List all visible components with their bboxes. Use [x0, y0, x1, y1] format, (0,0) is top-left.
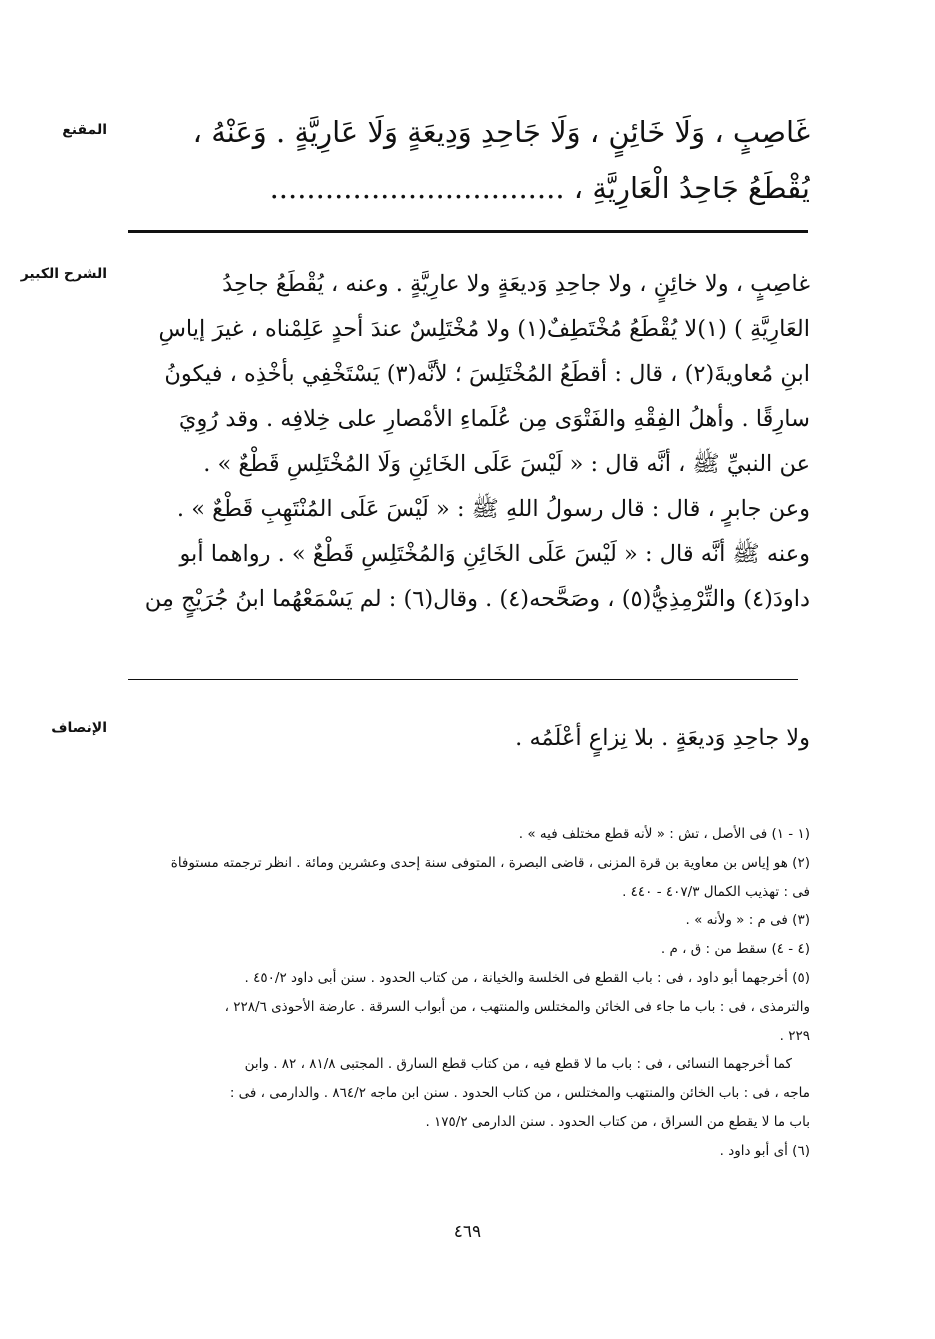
- footnote-line: (٤ - ٤) سقط من : ق ، م .: [660, 941, 810, 958]
- sharh-line: ابنِ مُعاويةَ(٢) ، قال : أقطَعُ المُخْتَلِسَ ؛ لأنَّه(٣) يَسْتَخْفِي بأخْذِه ، فيكونُ: [164, 361, 810, 387]
- sharh-divider: [128, 679, 798, 680]
- sharh-text: [128, 262, 810, 622]
- sharh-label: الشرح الكبير: [20, 266, 107, 282]
- muqni-text: [128, 104, 810, 216]
- footnotes: [118, 820, 810, 1166]
- footnote-line: (٥) أخرجهما أبو داود ، فى : باب القطع فى الخلسة والخيانة ، من كتاب الحدود . سنن أبى داود ٤٥٠/٢ .: [244, 969, 810, 986]
- footnote-line: والترمذى ، فى : باب ما جاء فى الخائن والمختلس والمنتهب ، من أبواب السرقة . عارضة الأحوذى ٢٢٨/٦ ،: [224, 998, 810, 1015]
- muqni-line: يُقْطَعُ جَاحِدُ الْعَارِيَّةِ ، ................................: [269, 171, 810, 205]
- sharh-line: داودَ(٤) والتِّرْمِذِيُّ(٥) ، وصَحَّحه(٤) . وقال(٦) : لم يَسْمَعْهُما ابنُ جُرَيْجٍ مِن: [144, 586, 810, 612]
- sharh-line: العَارِيَّةِ ) (١)لا يُقْطَعُ مُخْتَطِفٌ(١) ولا مُخْتَلِسٌ عندَ أحدٍ عَلِمْناه ، غيرَ إياسِ: [158, 316, 810, 342]
- insaf-text: [128, 718, 810, 758]
- footnote-line: (٢) هو إياس بن معاوية بن قرة المزنى ، قاضى البصرة ، المتوفى سنة إحدى وعشرين ومائة . انظر ترجمته مستوفاة: [170, 854, 810, 871]
- footnote-line: (١ - ١) فى الأصل ، تش : « لأنه قطع مختلف فيه » .: [518, 826, 810, 842]
- insaf-line: ولا جاحِدِ وَديعَةٍ . بلا نِزاعٍ أعْلَمُه .: [515, 725, 810, 751]
- footnote-line: فى : تهذيب الكمال ٤٠٧/٣ - ٤٤٠ .: [622, 883, 810, 900]
- footnote-line: (٦) أى أبو داود .: [719, 1142, 810, 1159]
- muqni-divider: [128, 230, 808, 233]
- footnote-line: باب ما لا يقطع من السراق ، من كتاب الحدود . سنن الدارمى ١٧٥/٢ .: [425, 1113, 810, 1130]
- footnote-line: (٣) فى م : « ولأنه » .: [685, 912, 810, 929]
- page-number: ٤٦٩: [453, 1222, 482, 1242]
- footnote-line: ٢٢٩ .: [779, 1027, 810, 1044]
- sharh-line: عن النبيِّ ﷺ ، أنَّه قال : « لَيْسَ عَلَى الخَائِنِ وَلَا المُخْتَلِسِ قَطْعٌ » .: [203, 451, 810, 477]
- muqni-label: المقنع: [62, 122, 107, 138]
- insaf-label: الإنصاف: [51, 720, 107, 736]
- footnote-line: كما أخرجهما النسائى ، فى : باب ما لا قطع فيه ، من كتاب قطع السارق . المجتبى ٨١/٨ ، ٨٢ . وابن: [244, 1056, 792, 1073]
- muqni-line: غَاصِبٍ ، وَلَا خَائِنٍ ، وَلَا جَاحِدِ وَدِيعَةٍ وَلَا عَارِيَّةٍ . وَعَنْهُ ،: [192, 115, 810, 149]
- sharh-line: وعنه ﷺ أنَّه قال : « لَيْسَ عَلَى الخَائِنِ وَالمُخْتَلِسِ قَطْعٌ » . رواهما أبو: [179, 541, 810, 567]
- sharh-line: غاصِبٍ ، ولا خائِنٍ ، ولا جاحِدِ وَديعَةٍ ولا عارِيَّةٍ . وعنه ، يُقْطَعُ جاحِدُ: [222, 271, 810, 297]
- footnote-line: ماجه ، فى : باب الخائن والمنتهب والمختلس ، من كتاب الحدود . سنن ابن ماجه ٨٦٤/٢ . والدارمى ، فى :: [229, 1085, 810, 1102]
- sharh-line: سارِقًا . وأهلُ الفِقْهِ والفَتْوَى مِن عُلَماءِ الأمْصارِ على خِلافِه . وقد رُوِيَ: [178, 406, 810, 432]
- sharh-line: وعن جابرٍ ، قال : قال رسولُ اللهِ ﷺ : « لَيْسَ عَلَى المُنْتَهِبِ قَطْعٌ » .: [176, 496, 810, 522]
